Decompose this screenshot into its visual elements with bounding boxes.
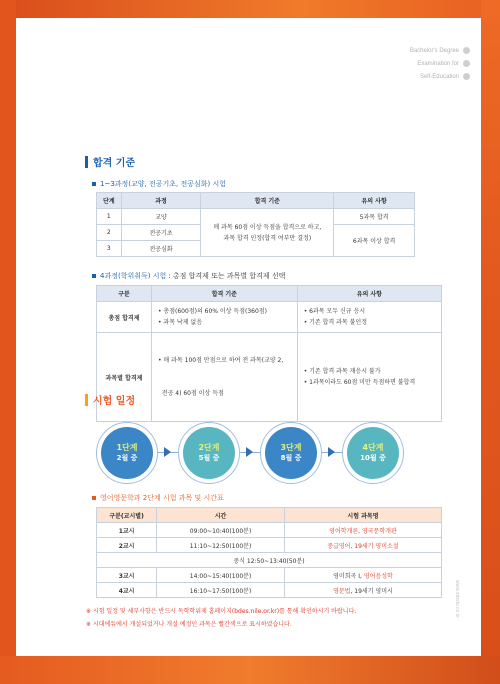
cell-stage: 2 [97,225,122,241]
th-time: 시간 [157,508,285,523]
th-subjects: 시험 과목명 [284,508,441,523]
criteria-line-2: 과목 합격 인정(합격 여부만 결정) [223,234,312,242]
cell-time: 09:00~10:40(100분) [157,523,285,538]
step-month: 8월 중 [280,454,302,462]
arrow-right-icon [328,447,335,457]
th-criteria: 합격 기준 [201,193,334,209]
step-month: 5월 중 [198,454,220,462]
subject-plain: , 19세기 영미시 [350,587,393,595]
schedule-flow [96,416,406,488]
subtitle-text: 1~3과정(교양, 전공기초, 전공심화) 시험 [100,180,227,188]
note-line: • 6과목 모두 신규 응시 [303,308,366,315]
criteria-line: • 총점(600점)의 60% 이상 득점(360점) [157,308,267,315]
subject-plain: 영미희곡 I, [333,572,364,580]
arrow-right-icon [164,447,171,457]
cell-course: 전공기초 [121,225,201,241]
section-title-text: 시험 일정 [93,396,136,407]
brand-dot-icon [463,73,470,80]
cell-subjects [284,568,441,583]
square-bullet-icon [92,496,96,500]
frame-bottom [0,656,500,684]
frame-left [0,0,16,684]
note-line-2: ※ 시대에듀에서 개설되었거나 개설 예정인 과목은 빨간색으로 표시하였습니다. [86,621,292,628]
square-bullet-icon [92,274,96,278]
cell-period: 3교시 [97,568,157,583]
step-stage: 2단계 [198,443,220,452]
step-circle-4 [342,422,404,484]
section-title-pass-criteria [85,154,135,169]
cell-criteria [151,333,297,422]
cell-period: 4교시 [97,583,157,598]
brand-line-2: Examination for [417,60,459,67]
cell-type: 총점 합격제 [97,302,152,333]
subtitle-stage-1-3 [92,179,226,189]
frame-right [481,0,500,684]
step-circle-3 [260,422,322,484]
cell-stage: 3 [97,241,122,257]
step-month: 10월 중 [360,454,386,462]
subject-red: 영문법 [333,587,351,595]
brand-line-1: Bachelor's Degree [409,47,459,54]
arrow-right-icon [246,447,253,457]
cell-criteria [151,302,297,333]
step-circle-1 [96,422,158,484]
cell-note-a: 5과목 합격 [334,209,415,225]
step-month: 2월 중 [116,454,138,462]
step-circle-fill [347,427,399,479]
subtitle-text: 4과정(학위취득) 시험 [100,272,167,280]
step-circle-fill [265,427,317,479]
section-bar [85,156,88,168]
cell-course: 전공심화 [121,241,201,257]
step-circle-fill [101,427,153,479]
brand-dot-icon [463,60,470,67]
subtitle-english-schedule [92,493,224,503]
table-stage4-criteria [96,285,442,422]
section-bar [85,394,88,406]
frame-top [0,0,500,18]
cell-subjects: 영어학개론, 영국문학개관 [284,523,441,538]
subtitle-text: 영어영문학과 2단계 시험 과목 및 시간표 [100,494,224,502]
brand-dot-icon [463,47,470,54]
th-notes: 유의 사항 [334,193,415,209]
subject-red: 영어음성학 [363,572,393,580]
note-line-1: ※ 시험 일정 및 세부사항은 반드시 독학학위제 홈페이지(bdes.nile.or.kr)를 통해 확인하시기 바랍니다. [86,608,357,615]
note-line: • 1과목이라도 60점 미만 득점하면 불합격 [303,379,416,386]
cell-lunch: 중식 12:50~13:40(50분) [97,553,442,568]
brand-block [410,44,470,83]
cell-period: 1교시 [97,523,157,538]
cell-time: 16:10~17:50(100분) [157,583,285,598]
criteria-line: 전공 4) 60점 이상 득점 [157,390,224,397]
side-url: www.sdedu.co.kr [454,580,460,618]
step-stage: 1단계 [116,443,138,452]
step-stage: 3단계 [280,443,302,452]
cell-type: 과목별 합격제 [97,333,152,422]
cell-time: 14:00~15:40(100분) [157,568,285,583]
note-line: • 기존 합격 과목 불인정 [303,319,368,326]
cell-note-b: 6과목 이상 합격 [334,225,415,257]
cell-criteria [201,209,334,257]
section-title-text: 합격 기준 [93,158,136,169]
th-period: 구분(교시별) [97,508,157,523]
criteria-line-1: 매 과목 60점 이상 득점을 합격으로 하고, [213,223,322,231]
th-notes: 유의 사항 [297,286,441,302]
note-line: • 기존 합격 과목 재응시 불가 [303,368,381,375]
section-title-exam-schedule [85,392,135,407]
th-type: 구분 [97,286,152,302]
criteria-line: • 과목 낙제 없음 [157,319,203,326]
subtitle-tail: : 총점 합격제 또는 과목별 합격제 선택 [168,272,286,280]
th-criteria: 합격 기준 [151,286,297,302]
table-stage-criteria [96,192,415,257]
brand-line-3: Self-Education [419,73,459,80]
square-bullet-icon [92,182,96,186]
cell-period: 2교시 [97,538,157,553]
subtitle-stage-4 [92,271,285,281]
step-circle-2 [178,422,240,484]
th-stage: 단계 [97,193,122,209]
th-course: 과정 [121,193,201,209]
cell-subjects: 중급영어, 19세기 영미소설 [284,538,441,553]
cell-notes [297,302,441,333]
cell-notes [297,333,441,422]
step-circle-fill [183,427,235,479]
cell-course: 교양 [121,209,201,225]
step-stage: 4단계 [362,443,384,452]
criteria-line: • 매 과목 100점 만점으로 하여 전 과목(교양 2, [157,357,284,364]
cell-subjects [284,583,441,598]
cell-stage: 1 [97,209,122,225]
table-exam-timetable [96,507,442,598]
cell-time: 11:10~12:50(100분) [157,538,285,553]
